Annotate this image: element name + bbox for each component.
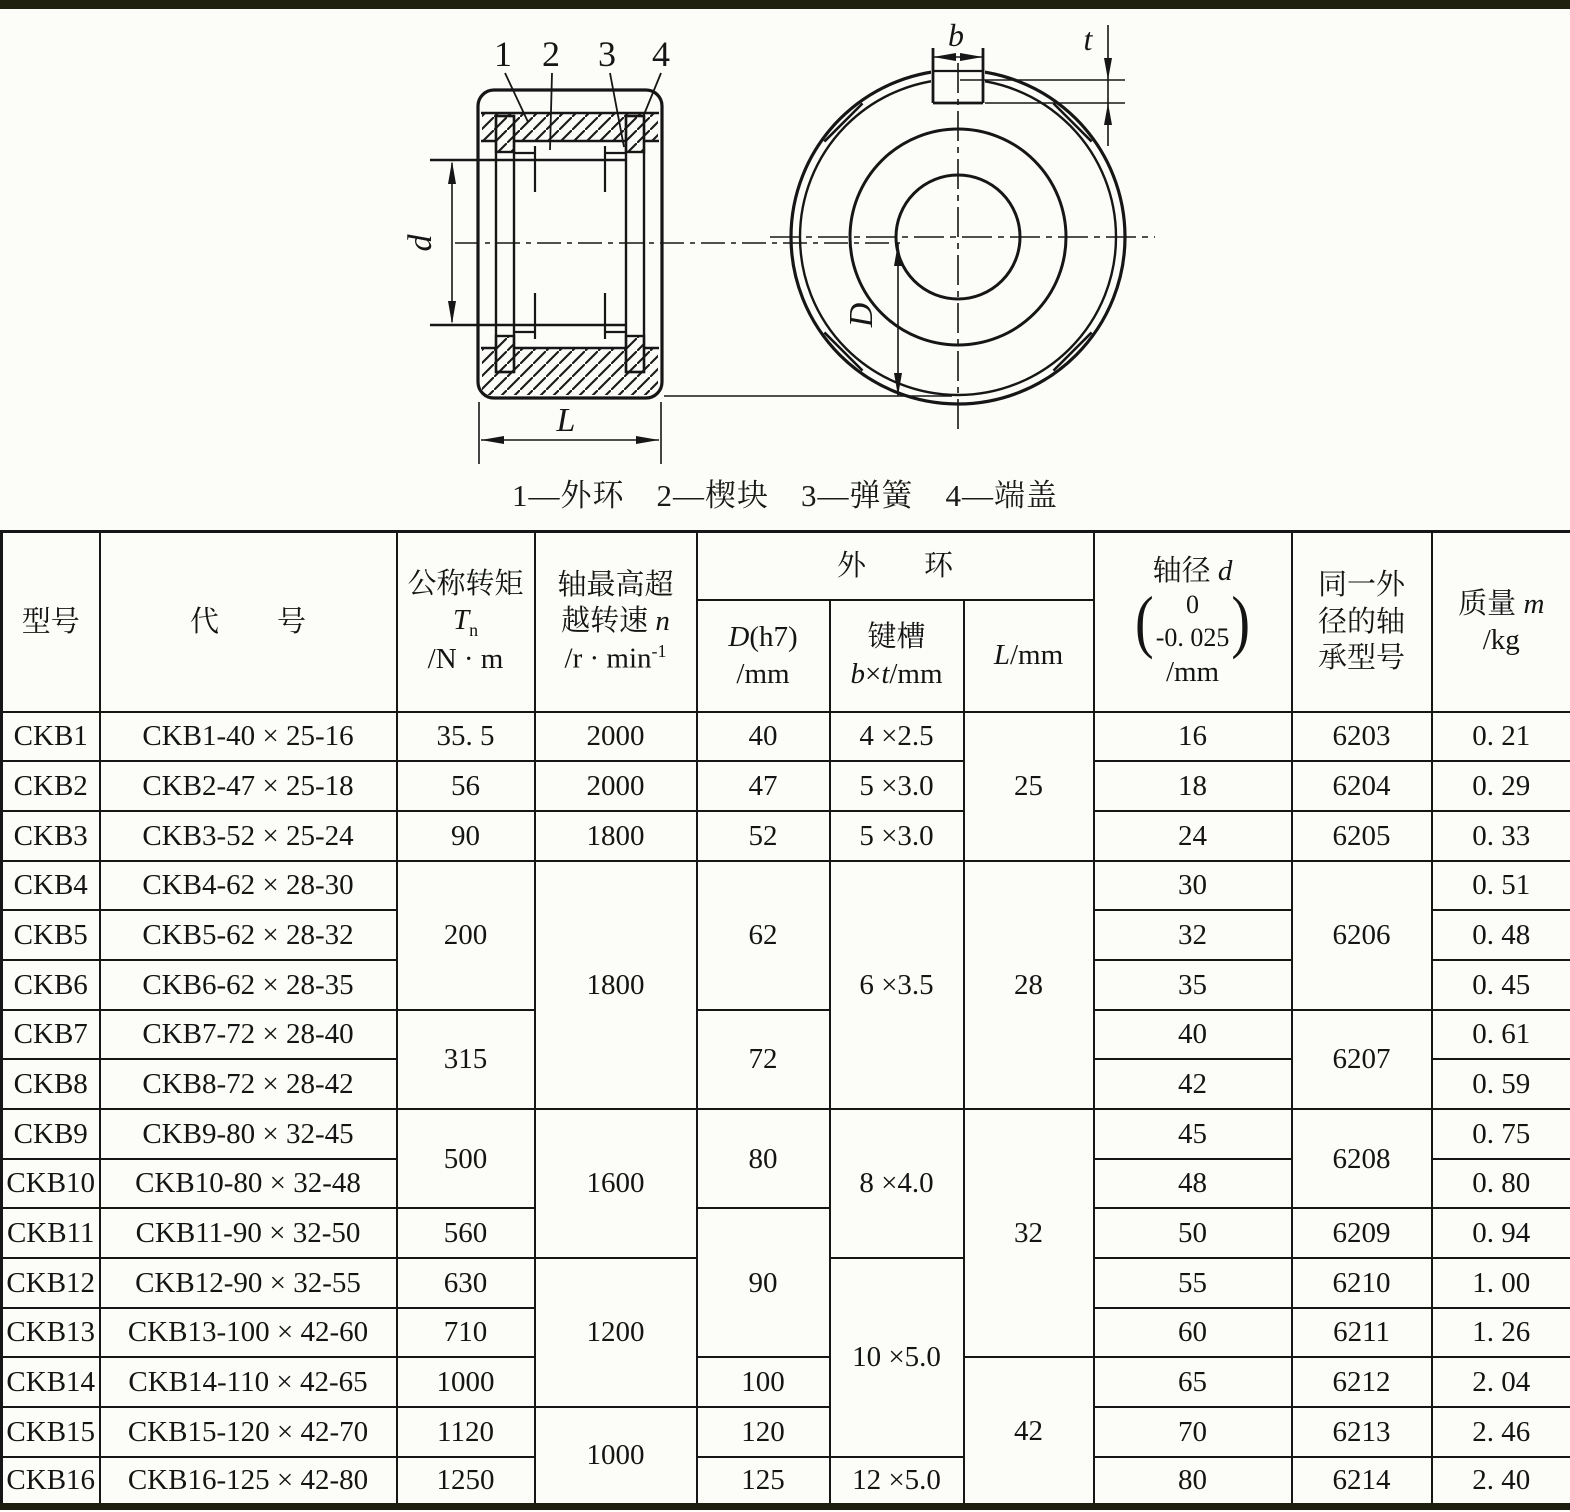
cell-torque: 1120	[397, 1407, 535, 1457]
table-row	[2, 761, 1570, 811]
cell-code: CKB12-90 × 32-55	[100, 1258, 397, 1308]
cell-bearing: 6203	[1292, 712, 1432, 762]
cell-L: 32	[964, 1109, 1094, 1357]
tolerance-stack	[1156, 589, 1230, 654]
cell-keyway: 12 ×5.0	[830, 1457, 964, 1507]
header-keyway	[830, 600, 964, 712]
cell-model: CKB6	[2, 960, 100, 1010]
cell-keyway: 10 ×5.0	[830, 1258, 964, 1457]
cell-torque: 90	[397, 811, 535, 861]
header-code: 代 号	[100, 532, 397, 712]
cell-model: CKB5	[2, 910, 100, 960]
cell-code: CKB3-52 × 25-24	[100, 811, 397, 861]
header-speed-line2: 越转速 n	[561, 605, 670, 638]
cell-bearing: 6211	[1292, 1308, 1432, 1358]
cell-keyway: 6 ×3.5	[830, 861, 964, 1109]
cell-code: CKB13-100 × 42-60	[100, 1308, 397, 1358]
table-row	[2, 1457, 1570, 1507]
cell-keyway: 5 ×3.0	[830, 761, 964, 811]
cell-mass: 0. 61	[1432, 1010, 1570, 1060]
header-D-symbol: D(h7)	[728, 621, 798, 654]
header-row-1	[2, 532, 1570, 600]
cell-d: 30	[1094, 861, 1292, 911]
cell-speed: 1200	[535, 1258, 697, 1407]
header-torque-line1: 公称转矩	[407, 567, 524, 600]
cell-L: 28	[964, 861, 1094, 1109]
cell-speed: 2000	[535, 712, 697, 762]
header-outer-ring: 外 环	[697, 532, 1094, 600]
cell-code: CKB6-62 × 28-35	[100, 960, 397, 1010]
cell-speed: 1600	[535, 1109, 697, 1258]
cell-torque: 1000	[397, 1357, 535, 1407]
cell-code: CKB8-72 × 28-42	[100, 1059, 397, 1109]
header-torque-symbol: $T_n$	[452, 604, 479, 640]
cell-code: CKB5-62 × 28-32	[100, 910, 397, 960]
cell-mass: 0. 59	[1432, 1059, 1570, 1109]
cell-bearing: 6209	[1292, 1208, 1432, 1258]
header-keyway-line2: b×t/mm	[850, 657, 943, 690]
cell-mass: 0. 45	[1432, 960, 1570, 1010]
cell-model: CKB9	[2, 1109, 100, 1159]
cell-d: 16	[1094, 712, 1292, 762]
cell-model: CKB7	[2, 1010, 100, 1060]
cell-d: 60	[1094, 1308, 1292, 1358]
cell-model: CKB16	[2, 1457, 100, 1507]
dim-label-t: t	[1083, 21, 1093, 57]
tolerance-lower: -0. 025	[1155, 622, 1230, 652]
header-shaft-unit: /mm	[1165, 656, 1220, 689]
header-bearing-line1: 同一外	[1318, 569, 1406, 602]
table-row	[2, 1109, 1570, 1159]
cell-D: 100	[697, 1357, 830, 1407]
dim-label-L: L	[556, 402, 576, 439]
header-speed	[535, 532, 697, 712]
cell-model: CKB3	[2, 811, 100, 861]
cell-bearing: 6205	[1292, 811, 1432, 861]
part-label-4: 4	[652, 34, 670, 74]
cell-bearing: 6206	[1292, 861, 1432, 1010]
cell-mass: 0. 94	[1432, 1208, 1570, 1258]
cell-mass: 0. 48	[1432, 910, 1570, 960]
shaft-tolerance	[1095, 582, 1291, 661]
cell-bearing: 6214	[1292, 1457, 1432, 1507]
cell-mass: 1. 26	[1432, 1308, 1570, 1358]
cell-torque: 630	[397, 1258, 535, 1308]
header-torque-unit: /N · m	[427, 643, 504, 676]
header-D-unit: /mm	[736, 657, 790, 690]
cell-code: CKB9-80 × 32-45	[100, 1109, 397, 1159]
cell-code: CKB1-40 × 25-16	[100, 712, 397, 762]
dimension-L	[479, 402, 661, 464]
header-keyway-line1: 键槽	[867, 621, 926, 654]
cell-bearing: 6213	[1292, 1407, 1432, 1457]
cell-d: 24	[1094, 811, 1292, 861]
cell-d: 32	[1094, 910, 1292, 960]
figure-caption: 1—外环 2—楔块 3—弹簧 4—端盖	[512, 478, 1058, 513]
header-L-symbol: L/mm	[993, 639, 1064, 672]
cell-bearing: 6212	[1292, 1357, 1432, 1407]
cell-mass: 2. 46	[1432, 1407, 1570, 1457]
cell-model: CKB13	[2, 1308, 100, 1358]
table-row	[2, 1010, 1570, 1060]
cell-D: 47	[697, 761, 830, 811]
dim-label-D: D	[843, 302, 880, 328]
part-label-2: 2	[542, 34, 560, 74]
cell-D: 40	[697, 712, 830, 762]
cell-d: 50	[1094, 1208, 1292, 1258]
cell-d: 18	[1094, 761, 1292, 811]
header-mass-line1: 质量 m	[1458, 587, 1545, 620]
cell-d: 35	[1094, 960, 1292, 1010]
cell-code: CKB10-80 × 32-48	[100, 1159, 397, 1209]
table-row	[2, 1357, 1570, 1407]
cell-mass: 0. 33	[1432, 811, 1570, 861]
cell-code: CKB11-90 × 32-50	[100, 1208, 397, 1258]
header-mass-unit: /kg	[1482, 623, 1520, 656]
header-speed-unit: $/r \cdot \min^{-1}$	[564, 640, 667, 675]
cell-torque: 1250	[397, 1457, 535, 1507]
cell-d: 45	[1094, 1109, 1292, 1159]
cell-d: 55	[1094, 1258, 1292, 1308]
table-row	[2, 861, 1570, 911]
cell-bearing: 6204	[1292, 761, 1432, 811]
spec-table	[0, 530, 1570, 1510]
cell-bearing: 6207	[1292, 1010, 1432, 1109]
cell-model: CKB15	[2, 1407, 100, 1457]
header-speed-line1: 轴最高超	[557, 569, 674, 602]
header-shaft-line1: 轴径 d	[1152, 555, 1233, 587]
part-label-3: 3	[598, 34, 616, 74]
cell-d: 70	[1094, 1407, 1292, 1457]
cell-keyway: 8 ×4.0	[830, 1109, 964, 1258]
table-row	[2, 1208, 1570, 1258]
header-shaft-diameter	[1094, 532, 1292, 712]
cell-torque: 315	[397, 1010, 535, 1109]
cell-D: 52	[697, 811, 830, 861]
cell-mass: 2. 04	[1432, 1357, 1570, 1407]
cell-mass: 2. 40	[1432, 1457, 1570, 1507]
cell-code: CKB7-72 × 28-40	[100, 1010, 397, 1060]
cell-model: CKB2	[2, 761, 100, 811]
cell-D: 125	[697, 1457, 830, 1507]
header-torque	[397, 532, 535, 712]
cell-D: 120	[697, 1407, 830, 1457]
dim-label-d: d	[402, 234, 439, 252]
cell-d: 48	[1094, 1159, 1292, 1209]
page-top-rule	[0, 0, 1570, 9]
cell-L: 42	[964, 1357, 1094, 1506]
dimension-b	[933, 17, 983, 61]
cell-speed: 1800	[535, 811, 697, 861]
cell-model: CKB10	[2, 1159, 100, 1209]
cell-keyway: 5 ×3.0	[830, 811, 964, 861]
cell-model: CKB8	[2, 1059, 100, 1109]
dim-label-b: b	[948, 17, 964, 53]
technical-drawing	[0, 9, 1570, 464]
cell-code: CKB2-47 × 25-18	[100, 761, 397, 811]
cell-mass: 0. 51	[1432, 861, 1570, 911]
header-bearing-line2: 径的轴	[1318, 605, 1406, 638]
cell-mass: 0. 21	[1432, 712, 1570, 762]
tolerance-upper: 0	[1186, 590, 1200, 620]
cell-speed: 1000	[535, 1407, 697, 1506]
table-row	[2, 1407, 1570, 1457]
cell-speed: 2000	[535, 761, 697, 811]
front-view	[770, 48, 1155, 430]
cell-mass: 0. 80	[1432, 1159, 1570, 1209]
cell-model: CKB14	[2, 1357, 100, 1407]
paren-close: )	[1231, 582, 1251, 661]
dimension-d	[402, 161, 456, 324]
dimension-D	[664, 243, 952, 396]
cell-model: CKB4	[2, 861, 100, 911]
paren-open: (	[1135, 582, 1154, 661]
cell-D: 72	[697, 1010, 830, 1109]
cell-D: 90	[697, 1208, 830, 1357]
cell-d: 42	[1094, 1059, 1292, 1109]
part-label-1: 1	[494, 34, 512, 74]
cell-torque: 710	[397, 1308, 535, 1358]
cell-torque: 200	[397, 861, 535, 1010]
cell-L: 25	[964, 712, 1094, 861]
header-D	[697, 600, 830, 712]
header-bearing-line3: 承型号	[1318, 641, 1406, 674]
header-model: 型号	[2, 532, 100, 712]
cell-d: 65	[1094, 1357, 1292, 1407]
cell-d: 40	[1094, 1010, 1292, 1060]
header-L	[964, 600, 1094, 712]
cell-model: CKB12	[2, 1258, 100, 1308]
cell-code: CKB15-120 × 42-70	[100, 1407, 397, 1457]
cell-bearing: 6210	[1292, 1258, 1432, 1308]
cell-model: CKB1	[2, 712, 100, 762]
table-row	[2, 712, 1570, 762]
section-view	[430, 90, 905, 398]
cell-model: CKB11	[2, 1208, 100, 1258]
figure	[0, 9, 1570, 464]
cell-torque: 560	[397, 1208, 535, 1258]
cell-torque: 35. 5	[397, 712, 535, 762]
cell-code: CKB14-110 × 42-65	[100, 1357, 397, 1407]
cell-mass: 0. 75	[1432, 1109, 1570, 1159]
cell-mass: 0. 29	[1432, 761, 1570, 811]
table-row	[2, 811, 1570, 861]
cell-torque: 500	[397, 1109, 535, 1208]
cell-d: 80	[1094, 1457, 1292, 1507]
cell-code: CKB16-125 × 42-80	[100, 1457, 397, 1507]
cell-torque: 56	[397, 761, 535, 811]
header-mass	[1432, 532, 1570, 712]
cell-mass: 1. 00	[1432, 1258, 1570, 1308]
cell-speed: 1800	[535, 861, 697, 1109]
cell-bearing: 6208	[1292, 1109, 1432, 1208]
header-bearing	[1292, 532, 1432, 712]
cell-code: CKB4-62 × 28-30	[100, 861, 397, 911]
cell-D: 62	[697, 861, 830, 1010]
cell-keyway: 4 ×2.5	[830, 712, 964, 762]
cell-D: 80	[697, 1109, 830, 1208]
